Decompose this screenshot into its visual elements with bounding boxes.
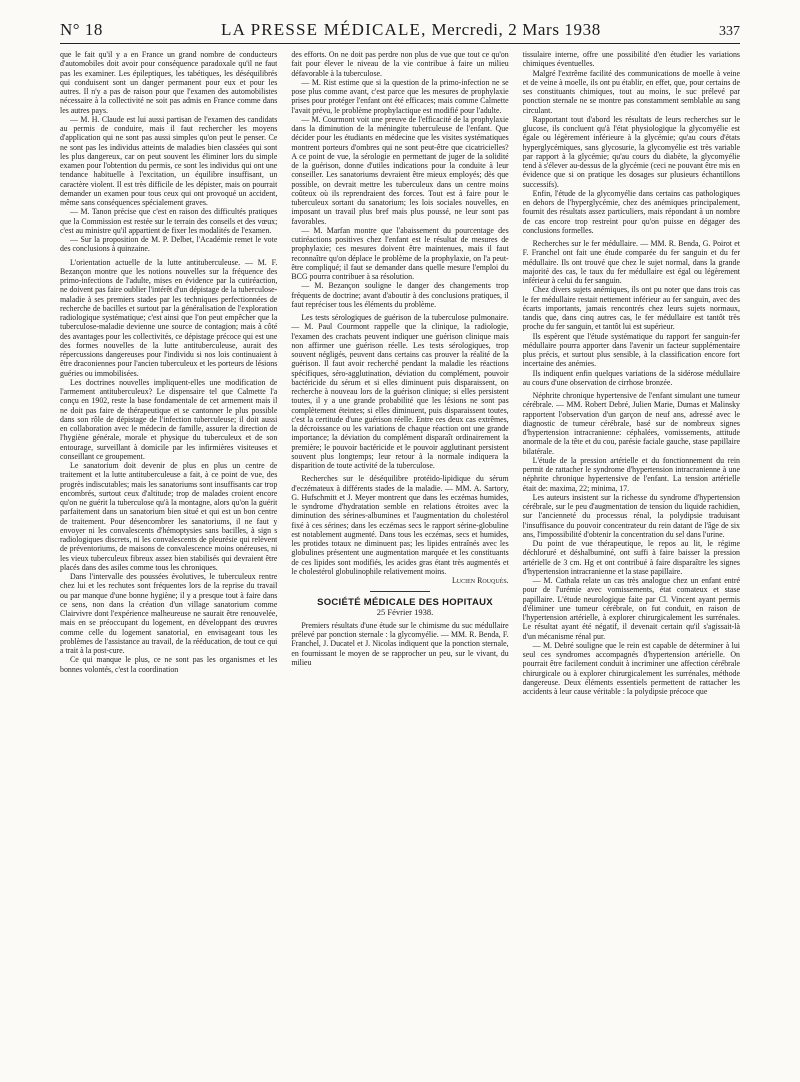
divider [370,591,430,592]
paragraph: Du point de vue thérapeutique, le repos au lit, le régime déchloruré et déshalbuminé, ont suffi à faire baisser la pression artérielle de 3 cm. Hg et ont contribué à faire disparaître les signes d'hypertension intracranienne et la stase papillaire. [522,539,740,576]
paragraph: — Sur la proposition de M. P. Delbet, l'Académie remet le vote des conclusions à quinzaine. [60,235,278,254]
society-heading: SOCIÉTÉ MÉDICALE DES HOPITAUX [317,597,493,609]
issue-date: Mercredi, 2 Mars 1938 [431,20,601,39]
paragraph: Ils espèrent que l'étude systématique du rapport fer sanguin-fer médullaire pourra apporter dans l'avenir un facteur supplémentaire plus précis, et surtout plus sensible, à la classification encore fort incertaine des anémies. [522,331,740,369]
page-header [60,14,740,44]
column-2 [291,50,508,1074]
issue-number: N° 18 [60,20,103,39]
paragraph: Rapportant tout d'abord les résultats de leurs recherches sur le glucose, ils concluent qu'à l'état physiologique la glycomyélie est égale ou légèrement inférieure à la glycémie; qu'au cours d'états hyperglycémiques, sans glycosurie, la glycomyélie est très variable par rapport à la glycémie; qu'au cours du diabète, la glycomyélie tend à s'élever au-dessus de la glycémie (ceci ne pouvant être mis en évidence que si on pratique les dosages sur plusieurs échantillons successifs). [522,114,740,189]
paragraph: Malgré l'extrême facilité des communications de moelle à veine et de veine à moelle, ils ont pu établir, en effet, que, pour certains de ses constituants chimiques, tout au moins, le suc prélevé par ponction sternale ne se montre pas constamment semblable au sang circulant. [522,68,740,115]
paragraph: Les auteurs insistent sur la richesse du syndrome d'hypertension cérébrale, sur le peu d'augmentation de tension du liquide rachidien, sur l'ancienneté du processus rénal, la polydipsie traduisant l'insuffisance du pouvoir concentrateur du rein datant de l'âge de six ans, l'impossibilité d'obtenir la concentration du sel dans l'urine. [522,492,740,539]
session-date: 25 Février 1938. [376,606,434,617]
section-paragraph: Les tests sérologiques de guérison de la tuberculose pulmonaire. — M. Paul Courmont rappelle que la clinique, la radiologie, l'examen des crachats peuvent indiquer une guérison clinique mais non affirmer une guérison réelle. Les tests sérologiques, trop souvent négligés, peuvent dans certains cas prouver la réalité de la guérison. Il faut avoir recherché pendant la maladie les réactions spécifiques, séro-agglutination, déviation du complément, pouvoir bactéricide du sérum et si elles diminuent puis disparaissent, on recherche à nouveau lors de la guérison clinique; si elles persistent toutes, il y a une grande probabilité que les lésions ne sont pas complètement éteintes; si elles diminuent, puis disparaissent toutes, c'est la certitude d'une guérison réelle. Entre ces deux cas extrêmes, la décroissance ou les variations de chaque réaction ont une grande importance; la déviation du complément disparaît ordinairement la première; le pouvoir bactéricide et le pouvoir agglutinant persistent souvent plus longtemps; leur retour à la normale indiquera la disparition de toute activité de la tuberculose. [291,313,509,470]
running-title [221,20,601,40]
paragraph: tissulaire interne, offre une possibilité d'en étudier les variations chimiques éventuelles. [522,50,740,69]
paragraph: Enfin, l'étude de la glycomyélie dans certains cas pathologiques en dehors de l'hyperglycémie, chez des anémiques principalement, fournit des résultats assez particuliers, mais répondant à un nombre de cas encore trop restreint pour qu'on puisse en dégager des conclusions formelles. [522,188,740,235]
paragraph: — M. Bezançon souligne le danger des changements trop fréquents de doctrine; avant d'aboutir à des conclusions pratiques, il faut repréciser tous les éléments du problème. [291,281,509,309]
column-1 [60,50,277,1074]
section-paragraph: Recherches sur le déséquilibre protéido-lipidique du sérum d'eczémateux à différents stades de la maladie. — MM. A. Sartory, G. Hufschmitt et J. Meyer montrent que dans les eczémas humides, le syndrome d'hydratation semble en relations étroites avec la diminution des sérines-albumines et l'augmentation du cholestérol fixé à ces sérines; dans les eczémas secs le rapport sérine-globuline est notablement augmenté. Dans tous les eczémas, secs et humides, les protides totaux ne diminuent pas; les lipides entraînés avec les globulines présentent une augmentation marquée et les constituants de ces lipides sont modifiés, les acides gras étant très augmentés et le cholestérol globulinophile relativement moins. [291,474,509,576]
page-number: 337 [718,24,740,39]
paragraph: — M. Cathala relate un cas très analogue chez un enfant entré pour de l'urémie avec vomissements, état comateux et stase papillaire. L'étude neurologique faite par Cl. Vincent ayant permis d'éliminer une tumeur cérébrale, on fut conduit, en raison de l'hypertension artérielle, à explorer chirurgicalement les surrénales. Le résultat ayant été négatif, il devenait certain qu'il s'agissait-là d'un mécanisme rénal pur. [522,576,740,641]
article-columns [60,50,740,1074]
paragraph: Chez divers sujets anémiques, ils ont pu noter que dans trois cas le fer médullaire restait nettement inférieur au fer sanguin, avec des écarts importants, jamais rencontrés chez leurs sujets normaux, tandis que, dans cinq autres cas, le fer médullaire est tantôt très proche du fer sanguin, et tantôt lui est supérieur. [522,285,740,332]
paragraph: L'étude de la pression artérielle et du fonctionnement du rein permit de rattacher le syndrome d'hypertension intracranienne à une néphrite chronique hypertensive de l'enfant. La tension artérielle était de: maxima, 22; minima, 17. [522,455,740,493]
paragraph: Ils indiquent enfin quelques variations de la sidérose médullaire au cours d'une observation de cirrhose bronzée. [522,368,740,387]
journal-name: LA PRESSE MÉDICALE, [221,20,427,39]
section-paragraph: Recherches sur le fer médullaire. — MM. R. Benda, G. Poirot et F. Franchel ont fait une étude comparée du fer sanguin et du fer médullaire. Ils ont trouvé que chez le sujet normal, dans la grande majorité des cas, le taux du fer médullaire est égal ou légèrement inférieur à celui du fer sanguin. [522,239,740,285]
section-paragraph: Néphrite chronique hypertensive de l'enfant simulant une tumeur cérébrale. — MM. Robert Debré, Julien Marie, Dumas et Malinsky rapportent l'observation d'un garçon de neuf ans, adressé avec le diagnostic de tumeur cérébrale, basé sur de nombreux signes d'hypertension intracranienne: céphalées, vomissements, attitude anormale de la tête et du cou, parésie faciale gauche, stase papillaire bilatérale. [522,391,740,456]
paragraph: — M. Tanon précise que c'est en raison des difficultés pratiques que la Commission est restée sur le terrain des conseils et des vœux; c'est au ministre qu'il appartient de fixer les modalités de l'examen. [60,207,278,235]
paragraph: — M. Rist estime que si la question de la primo-infection ne se pose plus comme avant, c'est parce que les mesures de prophylaxie prises pour protéger l'enfant ont été efficaces; mais comme Calmette l'avait prévu, le problème prophylactique est modifié pour l'adulte. [291,77,509,115]
paragraph: Les doctrines nouvelles impliquent-elles une modification de l'armement antituberculeux? Le dispensaire tel que Calmette l'a conçu en 1902, reste la base fondamentale de cet armement mais il ne doit pas faire de thérapeutique et se cantonner le plus possible dans son rôle de dépistage de l'infection tuberculeuse; il doit aussi en collaboration avec le médecin de famille, assurer la direction de l'hygiène générale, morale et physique du tuberculeux et de son entourage, surveillant à domicile par les infirmières visiteuses et conseillant ce groupement. [60,377,278,461]
section-paragraph: L'orientation actuelle de la lutte antituberculeuse. — M. F. Bezançon montre que les notions nouvelles sur la fréquence des primo-infections de l'adulte, mises en évidence par la cutiréaction, ne doivent pas faire oublier l'intérêt d'un dépistage de la tuberculose-maladie à ses premiers stades par les techniques perfectionnées de recherche de bacilles et surtout par la généralisation de l'exploration radiologique systématique; c'est ainsi que l'on peut empêcher que la tuberculose-maladie devienne une source de contagion; mais à côté des avantages pour les collectivités, ce dépistage précoce qui est une des formes nouvelles de la lutte antituberculeuse, aurait des répercussions dangereuses pour l'individu si nos lois continuaient à être draconiennes pour l'ancien tuberculeux et les porteurs de lésions guéries ou immobilisées. [60,257,278,378]
paragraph: Ce qui manque le plus, ce ne sont pas les organismes et les bonnes volontés, c'est la coordination [60,655,278,674]
section-paragraph: Premiers résultats d'une étude sur le chimisme du suc médullaire prélevé par ponction sternale : la glycomyélie. — MM. R. Benda, F. Franchel, J. Ducatel et J. Nicolas indiquent que la ponction sternale, en fournissant le moyen de se rapprocher un peu, sur le vivant, du milieu [291,620,509,667]
paragraph: — M. Debré souligne que le rein est capable de déterminer à lui seul ces syndromes accompagnés d'hypertension artérielle. On pourrait être facilement conduit à incriminer une affection cérébrale chirurgicale ou à explorer chirurgicalement les surrénales, méthode dangereuse. Deux éléments essentiels permettent de rattacher les accidents à leur cause véritable : la polydipsie précoce que [522,640,740,696]
paragraph: — M. Courmont voit une preuve de l'efficacité de la prophylaxie dans la diminution de la méningite tuberculeuse de l'enfant. Que décider pour les étudiants en médecine que les visites systématiques montrent porteurs d'ombres qui ne sont peut-être que cicatricielles? A ce point de vue, la sérologie en permettant de juger de la solidité de la guérison, donne d'utiles indications pour la conduite à leur conseiller. Les sanatoriums devraient être mieux employés; dès que possible, on devrait mettre les tuberculeux dans un centre moins coûteux où ils reprendraient des forces. Tout est à faire pour le tuberculeux sortant du sanatorium; les lois sociales nouvelles, en imposant un travail plus bref mais plus poussé, ne leur sont pas favorables. [291,114,509,226]
paragraph: Le sanatorium doit devenir de plus en plus un centre de traitement et la lutte antituberculeuse a fait, à ce point de vue, des progrès indiscutables; mais les sanatoriums sont insuffisants car trop encombrés, surtout ceux d'altitude; trop de malades croient encore qu'on ne guérit la tuberculose qu'à la montagne, alors qu'on la guérit parfaitement dans un sanatorium bien situé et qui est un bon centre de traitement. Pour désencombrer les sanatoriums, il ne faut y envoyer ni les convalescents d'hémoptysies sans bacilles, à sign s radiologiques discrets, ni les convalescents de pleurésie qui relèvent de préventoriums, de maisons de convalescence moins onéreuses, ni les vieux tuberculeux fibreux assez bien stabilisés qui devraient être placés dans des asiles comme tous les chroniques. [60,461,278,572]
column-3 [523,50,740,1074]
author-signature: Lucien Rouquès. [451,576,509,585]
paragraph: Dans l'intervalle des poussées évolutives, le tuberculeux rentre chez lui et les rechutes sont fréquentes lors de la reprise du travail ou par manque d'une bonne hygiène; il y a presque tout à faire dans ce sens, non dans la création d'un village sanatorium comme Clairvivre dont l'expérience malheureuse ne saurait être renouvelée, mais en se préoccupant du logement, en développant des œuvres comme celle du logement sanatorial, en envisageant tous les problèmes de l'assistance au travail, de la rééducation, de tout ce qui a trait à la post-cure. [60,572,278,655]
paragraph: — M. Marfan montre que l'abaissement du pourcentage des cutiréactions positives chez l'enfant est le résultat de mesures de prophylaxie; ces mesures doivent être maintenues, mais il faut reconnaître qu'on déplace le problème de la prophylaxie, on l'a peut-être compliqué; il faut se demander dans quelle mesure l'emploi du BCG pourra contribuer à sa résolution. [291,225,509,281]
paragraph: des efforts. On ne doit pas perdre non plus de vue que tout ce qu'on fait pour élever le niveau de la vie contribue à faire un milieu défavorable à la tuberculose. [291,50,509,78]
paragraph: — M. H. Claude est lui aussi partisan de l'examen des candidats au permis de conduire, mais il faut rechercher les moyens d'application qui ne sont pas aussi simples qu'on peut le penser. Ce ne sont pas les individus atteints de maladies bien classées qui sont les plus dangereux, car on peut souvent les éliminer lors du simple examen pour l'obtention du permis, ce sont les individus qui ont une tendance habituelle à l'excitation, un équilibre insuffisant, un caractère violent. Il est très difficile de les dépister, mais on pourrait demander un examen pour tous ceux qui ont provoqué un accident, même sans conséquences spécialement graves. [60,114,278,207]
paragraph: que le fait qu'il y a en France un grand nombre de conducteurs d'automobiles doit avoir pour conséquence paradoxale qu'il ne faut pas les examiner. Les épileptiques, les tabétiques, les déséquilibrés qui conduisent sont un danger permanent pour eux et pour les autres. Il n'y a pas de raison pour que l'examen des automobilistes nécessaire à la collectivité ne soit pas admis en France comme dans les autres pays. [60,50,278,115]
